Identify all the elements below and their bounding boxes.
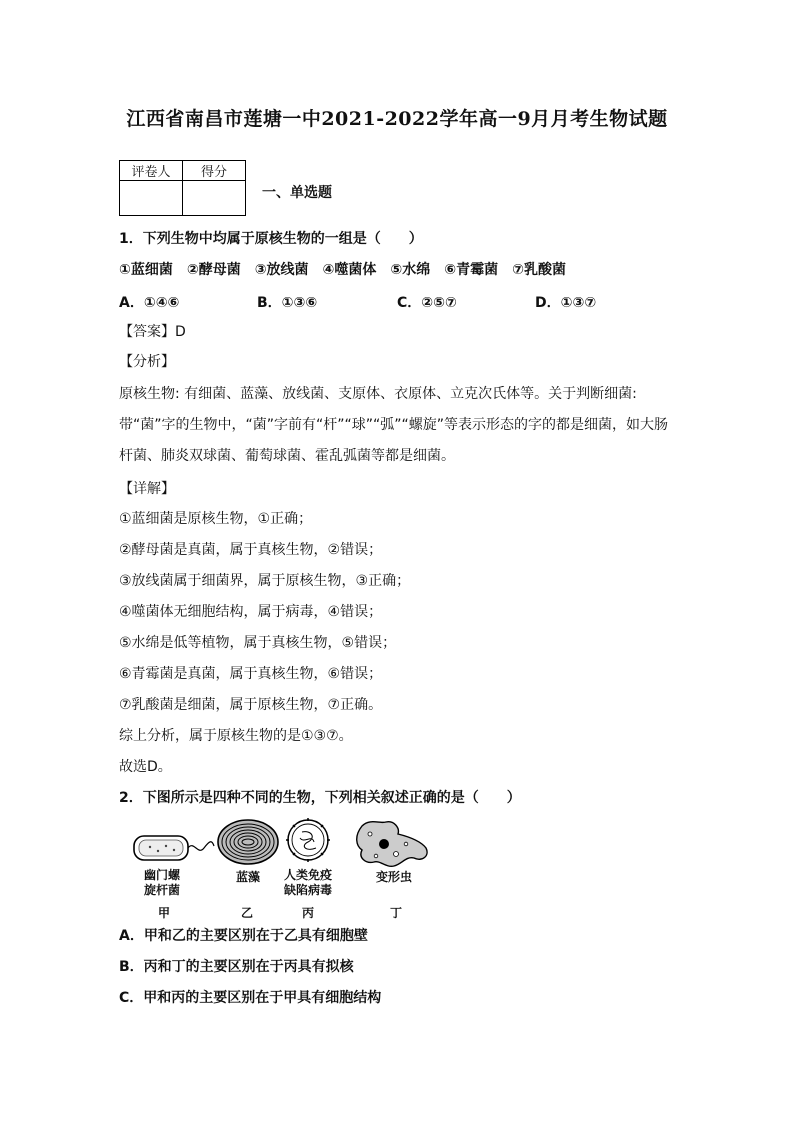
cyanobacteria-illustration <box>218 820 278 864</box>
organism-name-label: 变形虫 <box>375 870 412 884</box>
question-1-stem: 1．下列生物中均属于原核生物的一组是（ ） <box>119 231 423 247</box>
question-1-conclusion: 故选D。 <box>119 759 172 775</box>
question-1-detail-line: ①蓝细菌是原核生物，①正确； <box>119 511 313 527</box>
question-1-analysis-text: 原核生物: 有细菌、蓝藻、放线菌、支原体、衣原体、立克次氏体等。关于判断细菌: 带“菌”字的生物中，“菌”字前有“杆”“球”“弧”“螺旋”等表示形态的字的都是细菌，如大肠杆菌、肺炎双球菌、葡萄球菌、霍乱弧菌等都是细菌。 <box>119 386 669 464</box>
h-pylori-illustration <box>134 836 214 860</box>
organisms-figure <box>130 818 440 922</box>
organism-mark: 丁 <box>390 906 403 920</box>
score-table-grader-cell <box>120 181 183 216</box>
organism-mark: 甲 <box>158 906 171 920</box>
organism-name-label: 人类免疫 缺陷病毒 <box>283 868 332 897</box>
question-1-option-c: C．②⑤⑦ <box>397 295 457 311</box>
question-1-items: ①蓝细菌 ②酵母菌 ③放线菌 ④噬菌体 ⑤水绵 ⑥青霉菌 ⑦乳酸菌 <box>119 262 566 278</box>
question-1-detail-line: ④噬菌体无细胞结构，属于病毒，④错误； <box>119 604 383 620</box>
question-1-detail-line: ③放线菌属于细菌界，属于原核生物，③正确； <box>119 573 411 589</box>
question-1-summary: 综上分析，属于原核生物的是①③⑦。 <box>119 728 353 744</box>
score-table-header-grader: 评卷人 <box>120 161 183 181</box>
question-1-detail-line: ⑤水绵是低等植物，属于真核生物，⑤错误； <box>119 635 397 651</box>
hiv-illustration <box>286 818 330 862</box>
score-table <box>119 160 246 216</box>
question-2-option-b: B．丙和丁的主要区别在于丙具有拟核 <box>119 959 354 975</box>
question-2-option-c: C．甲和丙的主要区别在于甲具有细胞结构 <box>119 990 382 1006</box>
question-1-detail-line: ⑥青霉菌是真菌，属于真核生物，⑥错误； <box>119 666 383 682</box>
score-table-header-score: 得分 <box>183 161 246 181</box>
organism-mark: 丙 <box>302 906 315 920</box>
organism-name-label: 幽门螺 旋杆菌 <box>143 868 180 897</box>
question-1-detail-heading: 【详解】 <box>119 481 175 497</box>
question-1-detail-line: ⑦乳酸菌是细菌，属于原核生物，⑦正确。 <box>119 697 383 713</box>
question-1-analysis-heading: 【分析】 <box>119 354 175 370</box>
question-2-option-a: A．甲和乙的主要区别在于乙具有细胞壁 <box>119 928 368 944</box>
question-1-option-a: A．①④⑥ <box>119 295 180 311</box>
question-1-detail-line: ②酵母菌是真菌，属于真核生物，②错误； <box>119 542 383 558</box>
question-1-option-b: B．①③⑥ <box>257 295 318 311</box>
organism-name-label: 蓝藻 <box>235 870 260 884</box>
section-title: 一、单选题 <box>262 185 332 201</box>
page-title: 江西省南昌市莲塘一中2021-2022学年高一9月月考生物试题 <box>126 108 668 130</box>
amoeba-illustration <box>357 822 427 867</box>
question-2-stem: 2．下图所示是四种不同的生物，下列相关叙述正确的是（ ） <box>119 790 521 806</box>
organism-mark: 乙 <box>241 906 254 920</box>
score-table-score-cell <box>183 181 246 216</box>
question-1-option-d: D．①③⑦ <box>535 295 597 311</box>
question-1-answer: 【答案】D <box>119 324 186 340</box>
